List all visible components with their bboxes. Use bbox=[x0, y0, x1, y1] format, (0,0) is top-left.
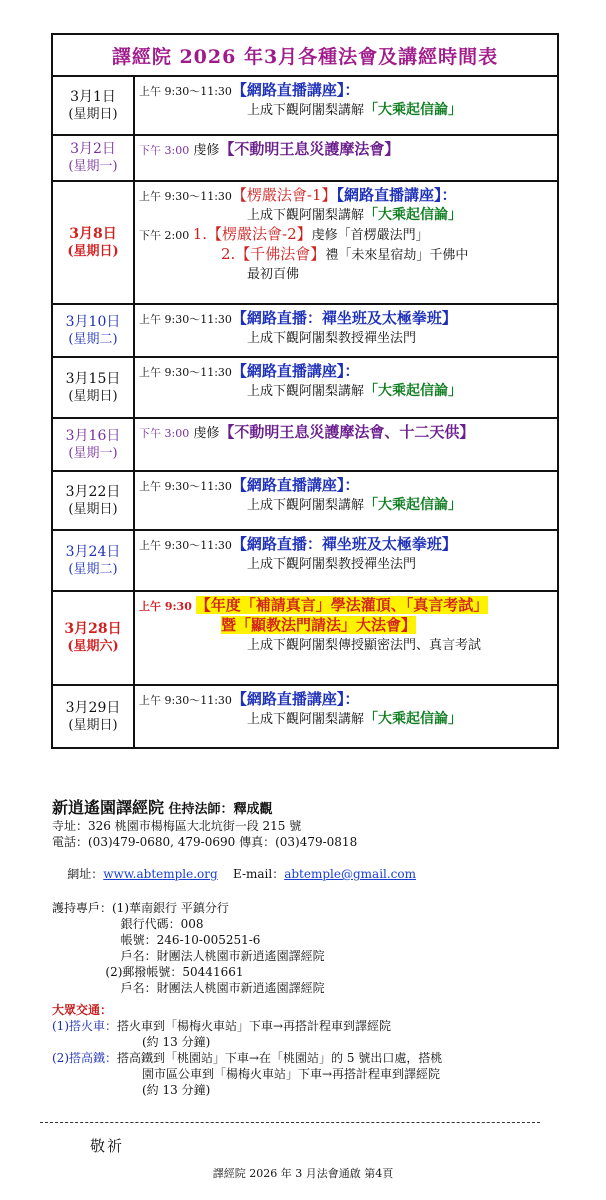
content-segment: 「大乘起信論」 bbox=[364, 383, 463, 399]
account-line: 護持專戶：(1)華南銀行 平鎮分行 bbox=[52, 901, 229, 915]
content-segment: 【網路直播：禪坐班及太極拳班】 bbox=[231, 309, 457, 327]
transport-item bbox=[52, 1018, 562, 1034]
row-content bbox=[135, 686, 557, 747]
row-date-cell bbox=[53, 182, 135, 303]
donation-accounts bbox=[52, 900, 562, 996]
row-weekday: (星期二) bbox=[68, 331, 118, 347]
row-content bbox=[135, 77, 557, 134]
content-line bbox=[139, 309, 553, 329]
content-line bbox=[139, 362, 553, 382]
content-line bbox=[139, 245, 553, 265]
schedule-row bbox=[53, 305, 557, 358]
content-segment: 下午 2:00 bbox=[139, 229, 193, 242]
row-date: 3月8日 bbox=[69, 225, 117, 242]
content-segment: 【網路直播：禪坐班及太極拳班】 bbox=[231, 535, 457, 553]
content-line bbox=[139, 101, 553, 120]
row-weekday: (星期日) bbox=[68, 717, 118, 733]
schedule-row bbox=[53, 592, 557, 686]
transport-title: 大眾交通： bbox=[52, 1003, 113, 1017]
row-weekday: (星期一) bbox=[68, 159, 118, 174]
transport-text: 搭高鐵到「桃園站」下車→在「桃園站」的 5 號出口處，搭桃 bbox=[117, 1051, 443, 1065]
content-line bbox=[139, 596, 553, 616]
content-line bbox=[139, 265, 553, 284]
row-date: 3月2日 bbox=[70, 141, 116, 157]
row-date-cell bbox=[53, 686, 135, 747]
content-line bbox=[139, 423, 553, 443]
row-date-cell bbox=[53, 358, 135, 417]
row-date: 3月15日 bbox=[65, 370, 121, 387]
row-weekday: (星期日) bbox=[68, 106, 118, 122]
schedule-row bbox=[53, 358, 557, 419]
content-segment: 上午 9:30～11:30 bbox=[139, 539, 232, 552]
row-content bbox=[135, 136, 557, 180]
content-segment: 上成下觀阿闍梨講解 bbox=[247, 712, 365, 727]
schedule-row bbox=[53, 686, 557, 747]
content-line bbox=[139, 329, 553, 348]
content-segment: 虔修 bbox=[189, 426, 220, 441]
org-name: 新逍遙園譯經院 bbox=[52, 798, 165, 817]
schedule-table bbox=[51, 33, 559, 749]
content-line bbox=[139, 140, 553, 160]
row-date: 3月16日 bbox=[65, 427, 121, 444]
content-line bbox=[139, 186, 553, 206]
content-line bbox=[139, 636, 553, 655]
content-segment: 上午 9:30～11:30 bbox=[139, 190, 232, 203]
content-segment: 上成下觀阿闍梨講解 bbox=[247, 384, 365, 399]
master-name: 住持法師：釋成觀 bbox=[164, 802, 273, 817]
row-date-cell bbox=[53, 531, 135, 590]
contact-section bbox=[52, 800, 562, 1098]
schedule-title: 譯經院 2026 年3月各種法會及講經時間表 bbox=[53, 35, 557, 77]
row-content bbox=[135, 305, 557, 356]
content-segment: 【網路直播講座】： bbox=[336, 186, 457, 204]
row-content bbox=[135, 531, 557, 590]
row-content bbox=[135, 472, 557, 529]
row-date-cell bbox=[53, 77, 135, 134]
web-label: 網址： bbox=[67, 867, 104, 881]
row-date-cell bbox=[53, 305, 135, 356]
row-weekday: (星期六) bbox=[67, 639, 119, 654]
row-content bbox=[135, 358, 557, 417]
content-line bbox=[139, 616, 553, 636]
content-segment: 【年度「補請真言」學法灌頂、「真言考試」 bbox=[195, 596, 489, 614]
content-line bbox=[139, 690, 553, 710]
content-segment: 「大乘起信論」 bbox=[364, 207, 463, 223]
content-segment: 「大乘起信論」 bbox=[364, 102, 463, 118]
content-segment: 上成下觀阿闍梨教授禪坐法門 bbox=[247, 331, 417, 346]
website-link[interactable]: www.abtemple.org bbox=[103, 867, 218, 881]
row-date: 3月28日 bbox=[64, 621, 122, 637]
account-line: (2)郵撥帳號：50441661 bbox=[52, 965, 244, 979]
web-line bbox=[52, 850, 562, 898]
transport-extra: 園市區公車到「楊梅火車站」下車→再搭計程車到譯經院 bbox=[142, 1067, 441, 1081]
schedule-row bbox=[53, 77, 557, 136]
transport-item bbox=[52, 1050, 562, 1066]
email-label: E-mail： bbox=[217, 867, 285, 881]
content-segment: 上午 9:30 bbox=[139, 600, 196, 613]
content-line bbox=[139, 81, 553, 101]
schedule-row bbox=[53, 531, 557, 592]
address: 寺址：326 桃園市楊梅區大北坑街一段 215 號 bbox=[52, 819, 302, 833]
row-weekday: (星期日) bbox=[67, 243, 119, 259]
transport-list bbox=[52, 1018, 562, 1098]
schedule-row bbox=[53, 419, 557, 472]
row-date-cell bbox=[53, 592, 135, 684]
content-segment: 「大乘起信論」 bbox=[364, 497, 463, 513]
row-content bbox=[135, 182, 557, 303]
row-date-cell bbox=[53, 136, 135, 180]
row-date: 3月24日 bbox=[65, 543, 121, 560]
row-content bbox=[135, 592, 557, 684]
content-segment: 虔修「首楞嚴法門」 bbox=[311, 228, 429, 243]
content-segment: 上午 9:30～11:30 bbox=[139, 366, 232, 379]
content-segment: 【網路直播講座】： bbox=[231, 690, 360, 708]
schedule-row bbox=[53, 136, 557, 182]
content-line bbox=[139, 555, 553, 574]
content-segment: 暨「顯教法門請法」大法會】 bbox=[221, 616, 417, 634]
account-line: 戶名：財團法人桃園市新逍遙園譯經院 bbox=[52, 949, 325, 963]
content-segment: 上成下觀阿闍梨傳授顯密法門、真言考試 bbox=[247, 638, 482, 653]
schedule-row bbox=[53, 182, 557, 305]
row-date: 3月10日 bbox=[65, 313, 121, 330]
transport-text: 搭火車到「楊梅火車站」下車→再搭計程車到譯經院 bbox=[117, 1019, 392, 1033]
content-line bbox=[139, 496, 553, 515]
content-segment: 上成下觀阿闍梨講解 bbox=[247, 498, 365, 513]
content-segment: 【楞嚴法會-1】 bbox=[231, 186, 337, 204]
content-segment: 2.【千佛法會】 bbox=[221, 245, 326, 263]
transport-label: (2)搭高鐵： bbox=[52, 1051, 117, 1065]
row-weekday: (星期二) bbox=[68, 561, 118, 577]
content-segment: 「大乘起信論」 bbox=[364, 711, 463, 727]
schedule-row bbox=[53, 472, 557, 531]
content-segment: 上午 9:30～11:30 bbox=[139, 694, 232, 707]
content-segment: 上午 9:30～11:30 bbox=[139, 480, 232, 493]
row-content bbox=[135, 419, 557, 470]
closing: 敬祈 bbox=[90, 1137, 125, 1155]
content-line bbox=[139, 476, 553, 496]
content-line bbox=[139, 535, 553, 555]
page-footer: 譯經院 2026 年 3 月法會通啟 第4頁 bbox=[212, 1167, 394, 1180]
content-segment: 上成下觀阿闍梨講解 bbox=[247, 208, 365, 223]
content-line bbox=[139, 225, 553, 245]
transport-extra: (約 13 分鐘) bbox=[142, 1083, 211, 1097]
row-date-cell bbox=[53, 419, 135, 470]
content-segment: 【網路直播講座】： bbox=[231, 81, 360, 99]
content-segment: 【網路直播講座】： bbox=[231, 476, 360, 494]
content-segment: 上午 9:30～11:30 bbox=[139, 313, 232, 326]
content-segment: 上成下觀阿闍梨教授禪坐法門 bbox=[247, 557, 417, 572]
phone: 電話：(03)479-0680, 479-0690 傳真：(03)479-0818 bbox=[52, 835, 358, 849]
account-line: 銀行代碼：008 bbox=[52, 917, 204, 931]
row-date: 3月29日 bbox=[65, 699, 121, 716]
content-segment: 【不動明王息災護摩法會】 bbox=[219, 140, 400, 158]
row-weekday: (星期一) bbox=[68, 445, 118, 461]
content-segment: 虔修 bbox=[189, 143, 220, 158]
content-segment: 下午 3:00 bbox=[139, 144, 190, 157]
row-date-cell bbox=[53, 472, 135, 529]
account-line: 戶名：財團法人桃園市新逍遙園譯經院 bbox=[52, 981, 325, 995]
content-segment: 最初百佛 bbox=[247, 267, 300, 282]
content-line bbox=[139, 206, 553, 225]
row-date: 3月1日 bbox=[70, 88, 116, 105]
content-line bbox=[139, 382, 553, 401]
content-segment: 下午 3:00 bbox=[139, 427, 190, 440]
transport-extra: (約 13 分鐘) bbox=[142, 1035, 211, 1049]
row-weekday: (星期日) bbox=[68, 501, 118, 517]
content-segment: 上午 9:30～11:30 bbox=[139, 85, 232, 98]
transport-label: (1)搭火車： bbox=[52, 1019, 117, 1033]
content-segment: 上成下觀阿闍梨講解 bbox=[247, 103, 365, 118]
email-link[interactable]: abtemple@gmail.com bbox=[284, 867, 417, 881]
content-segment: 禮「未來星宿劫」千佛中 bbox=[325, 248, 469, 263]
schedule-rows bbox=[53, 77, 557, 747]
row-weekday: (星期日) bbox=[68, 388, 118, 404]
account-line: 帳號：246-10-005251-6 bbox=[52, 933, 261, 947]
content-segment: 1.【楞嚴法會-2】 bbox=[192, 225, 312, 243]
divider bbox=[40, 1122, 540, 1123]
org-header bbox=[52, 800, 562, 818]
content-segment: 【不動明王息災護摩法會、十二天供】 bbox=[219, 423, 475, 441]
row-date: 3月22日 bbox=[65, 483, 121, 500]
content-segment: 【網路直播講座】： bbox=[231, 362, 360, 380]
content-line bbox=[139, 710, 553, 729]
